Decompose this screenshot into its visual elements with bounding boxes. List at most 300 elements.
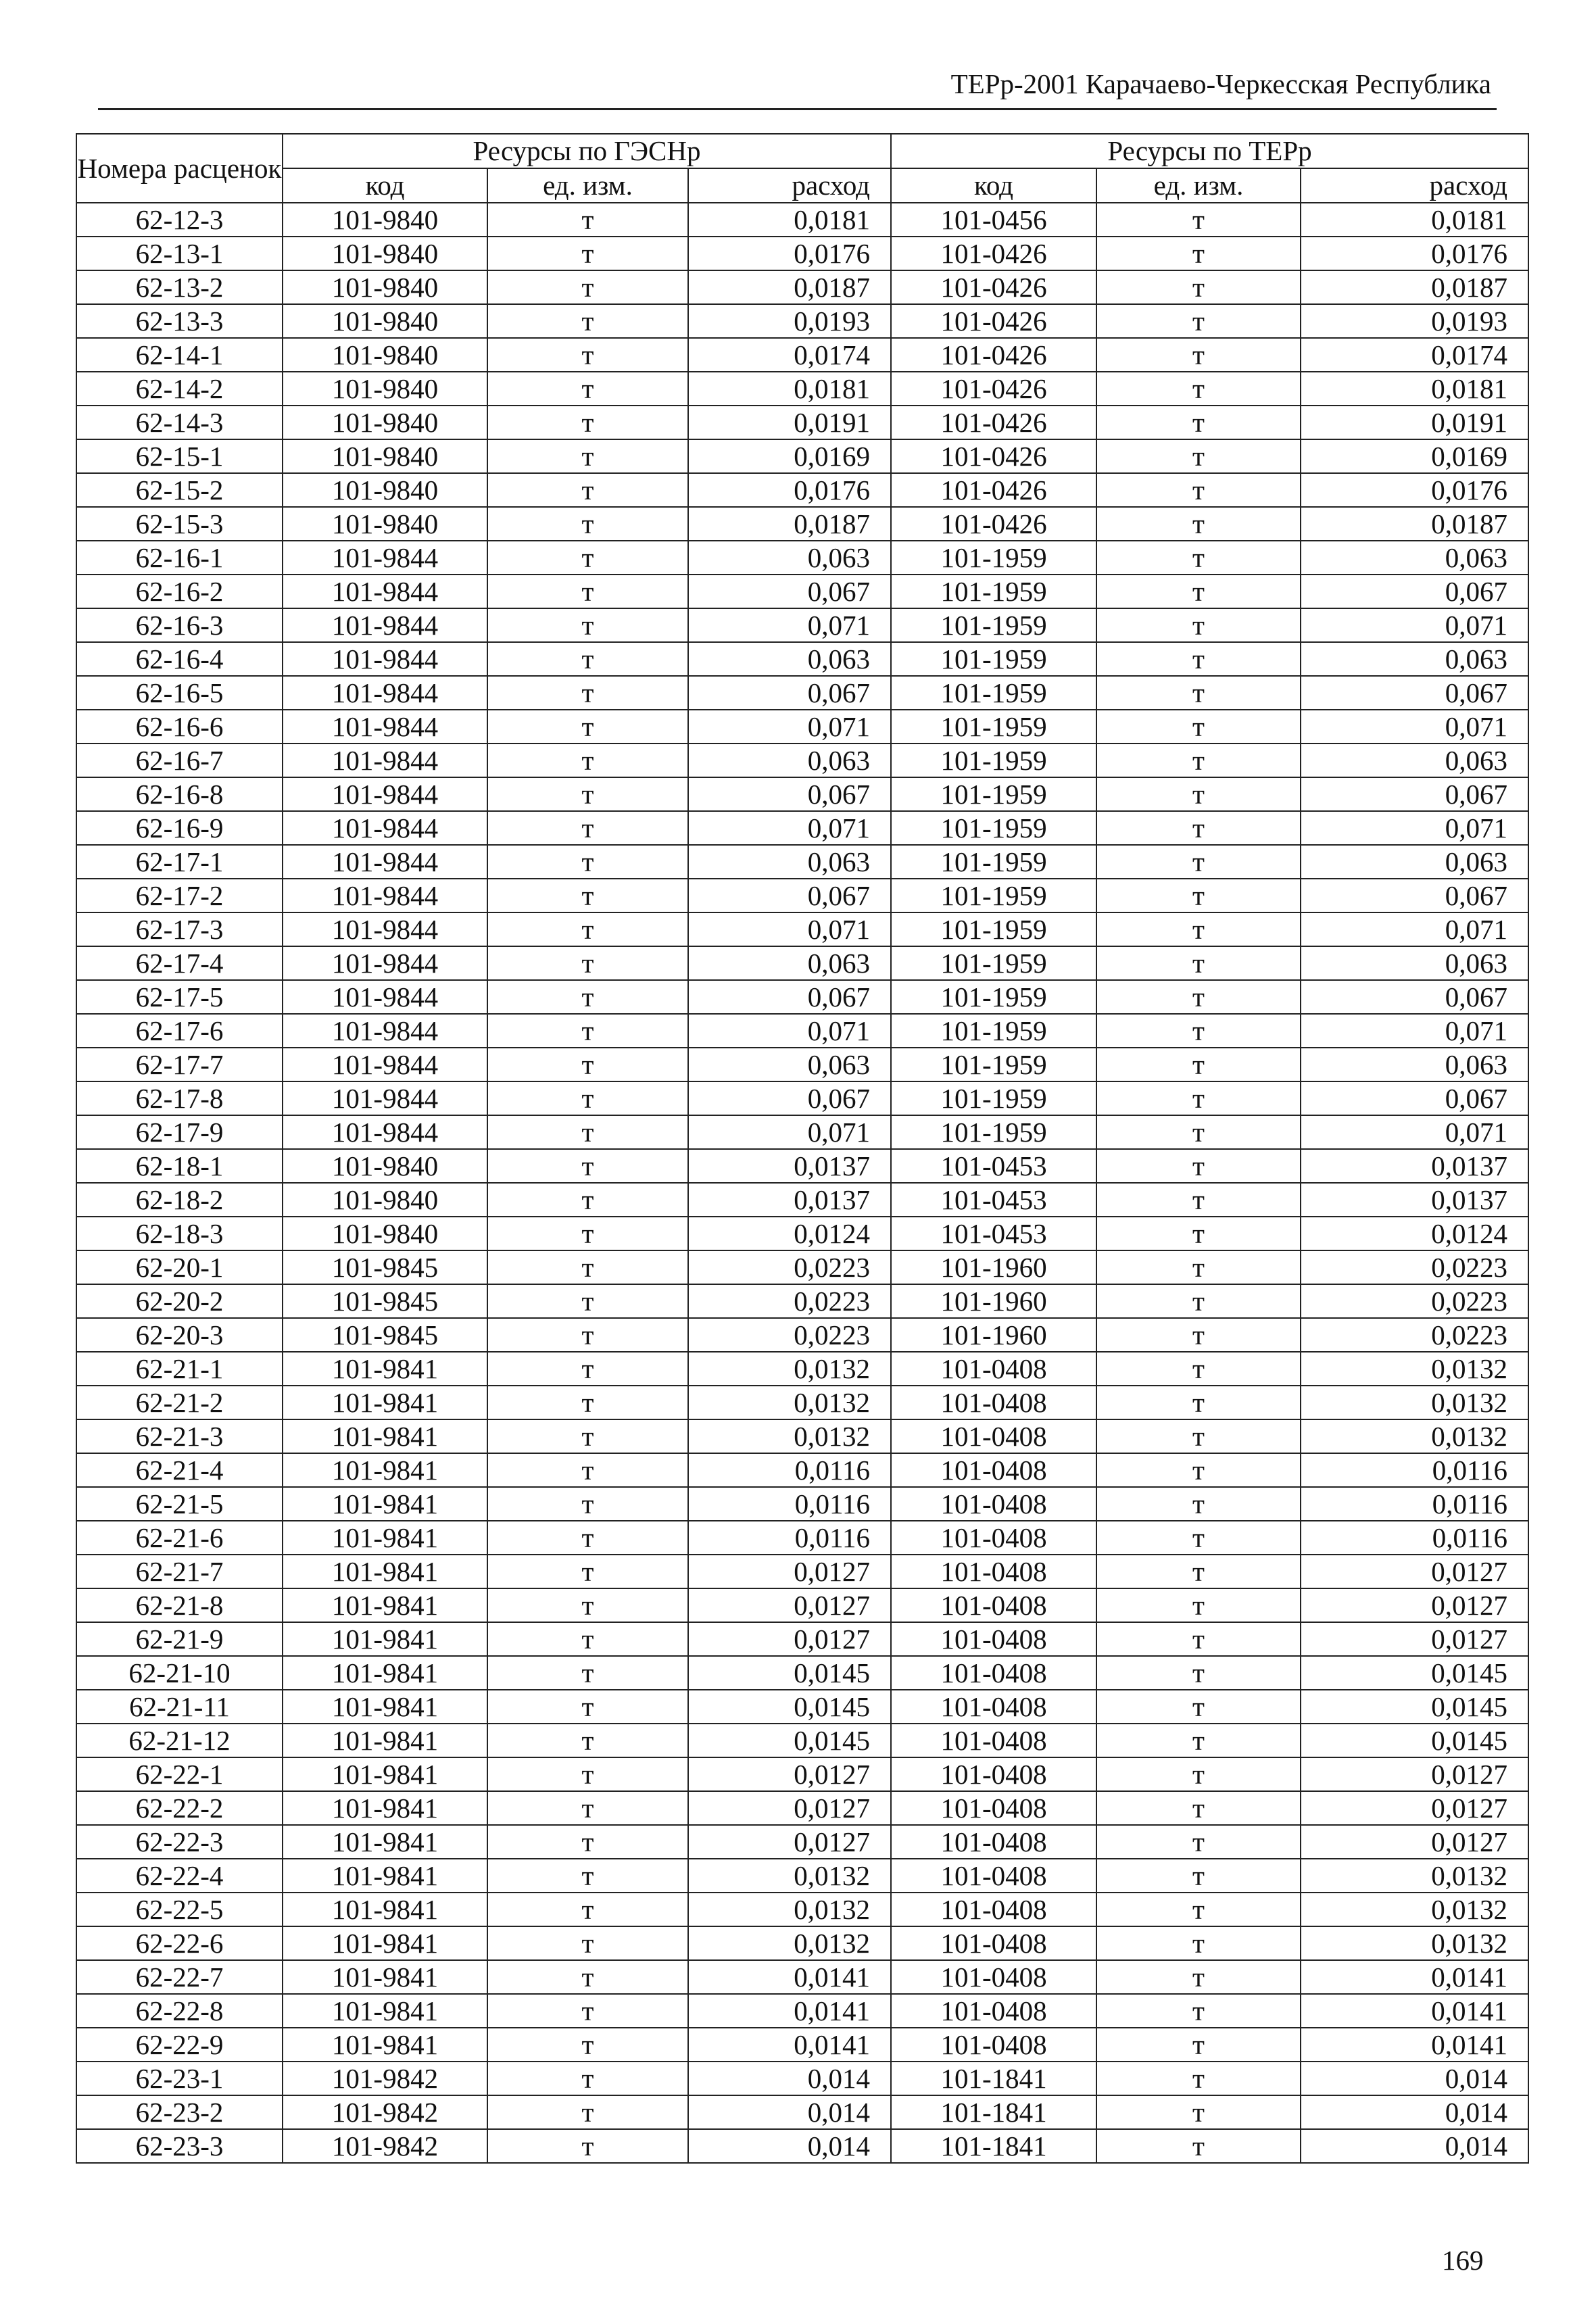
table-row — [76, 1115, 1528, 1149]
rate-number-cell: 62-21-10 — [76, 1656, 283, 1690]
gesn-code-cell: 101-9840 — [283, 406, 487, 439]
gesn-unit-cell: т — [487, 676, 688, 710]
gesn-consumption-cell: 0,0176 — [688, 473, 891, 507]
ter-unit-cell: т — [1096, 1690, 1301, 1724]
rate-number-cell: 62-16-9 — [76, 811, 283, 845]
ter-code-cell: 101-0408 — [891, 1453, 1096, 1487]
ter-unit-cell: т — [1096, 338, 1301, 372]
ter-consumption-cell: 0,0132 — [1301, 1419, 1528, 1453]
gesn-consumption-cell: 0,0223 — [688, 1284, 891, 1318]
gesn-consumption-cell: 0,0132 — [688, 1859, 891, 1893]
ter-code-cell: 101-0456 — [891, 203, 1096, 237]
table-row — [76, 1656, 1528, 1690]
ter-unit-cell: т — [1096, 1555, 1301, 1588]
rate-number-cell: 62-23-3 — [76, 2129, 283, 2163]
ter-code-cell: 101-0453 — [891, 1183, 1096, 1217]
ter-unit-cell: т — [1096, 676, 1301, 710]
ter-consumption-cell: 0,014 — [1301, 2129, 1528, 2163]
gesn-consumption-cell: 0,0132 — [688, 1352, 891, 1386]
ter-code-cell: 101-1959 — [891, 879, 1096, 912]
rate-number-cell: 62-21-6 — [76, 1521, 283, 1555]
gesn-unit-cell: т — [487, 777, 688, 811]
gesn-code-cell: 101-9841 — [283, 1724, 487, 1757]
table-body — [76, 203, 1528, 2163]
ter-code-cell: 101-1959 — [891, 912, 1096, 946]
rate-number-cell: 62-15-2 — [76, 473, 283, 507]
gesn-code-cell: 101-9841 — [283, 1352, 487, 1386]
ter-consumption-cell: 0,0223 — [1301, 1284, 1528, 1318]
ter-unit-cell: т — [1096, 1081, 1301, 1115]
table-row — [76, 1926, 1528, 1960]
ter-consumption-cell: 0,0132 — [1301, 1893, 1528, 1926]
rate-number-cell: 62-16-4 — [76, 642, 283, 676]
table-row — [76, 811, 1528, 845]
gesn-code-cell: 101-9840 — [283, 1183, 487, 1217]
ter-unit-cell: т — [1096, 879, 1301, 912]
gesn-consumption-cell: 0,0141 — [688, 2028, 891, 2062]
table-row — [76, 1960, 1528, 1994]
gesn-code-cell: 101-9844 — [283, 912, 487, 946]
gesn-consumption-cell: 0,0141 — [688, 1994, 891, 2028]
gesn-consumption-cell: 0,0132 — [688, 1386, 891, 1419]
gesn-unit-cell: т — [487, 1690, 688, 1724]
gesn-unit-cell: т — [487, 270, 688, 304]
gesn-unit-cell: т — [487, 946, 688, 980]
table-row — [76, 1419, 1528, 1453]
table-row — [76, 1859, 1528, 1893]
gesn-unit-cell: т — [487, 1081, 688, 1115]
gesn-consumption-cell: 0,063 — [688, 1048, 891, 1081]
ter-unit-cell: т — [1096, 642, 1301, 676]
ter-unit-cell: т — [1096, 1250, 1301, 1284]
rate-number-cell: 62-14-1 — [76, 338, 283, 372]
gesn-consumption-cell: 0,0191 — [688, 406, 891, 439]
table-row — [76, 1284, 1528, 1318]
gesn-unit-cell: т — [487, 1318, 688, 1352]
gesn-consumption-cell: 0,067 — [688, 879, 891, 912]
rate-number-cell: 62-14-2 — [76, 372, 283, 406]
ter-code-cell: 101-0408 — [891, 1994, 1096, 2028]
ter-unit-cell: т — [1096, 473, 1301, 507]
ter-unit-cell: т — [1096, 372, 1301, 406]
rate-number-cell: 62-13-3 — [76, 304, 283, 338]
rate-number-cell: 62-20-3 — [76, 1318, 283, 1352]
gesn-consumption-cell: 0,0124 — [688, 1217, 891, 1250]
gesn-code-cell: 101-9841 — [283, 1386, 487, 1419]
gesn-consumption-cell: 0,0145 — [688, 1724, 891, 1757]
header-gesn-unit: ед. изм. — [487, 168, 688, 203]
rate-number-cell: 62-22-1 — [76, 1757, 283, 1791]
table-row — [76, 845, 1528, 879]
header-gesn-resources: Ресурсы по ГЭСНр — [283, 134, 891, 168]
ter-code-cell: 101-1959 — [891, 676, 1096, 710]
gesn-consumption-cell: 0,0116 — [688, 1453, 891, 1487]
table-row — [76, 1183, 1528, 1217]
ter-code-cell: 101-1841 — [891, 2129, 1096, 2163]
gesn-code-cell: 101-9844 — [283, 608, 487, 642]
ter-unit-cell: т — [1096, 1521, 1301, 1555]
gesn-consumption-cell: 0,0193 — [688, 304, 891, 338]
ter-code-cell: 101-0408 — [891, 1791, 1096, 1825]
gesn-consumption-cell: 0,071 — [688, 811, 891, 845]
ter-consumption-cell: 0,0127 — [1301, 1791, 1528, 1825]
ter-consumption-cell: 0,0137 — [1301, 1149, 1528, 1183]
ter-consumption-cell: 0,0116 — [1301, 1521, 1528, 1555]
ter-unit-cell: т — [1096, 507, 1301, 541]
ter-consumption-cell: 0,067 — [1301, 676, 1528, 710]
ter-code-cell: 101-1959 — [891, 744, 1096, 777]
rate-number-cell: 62-17-5 — [76, 980, 283, 1014]
page-number: 169 — [1442, 2245, 1484, 2276]
gesn-consumption-cell: 0,0141 — [688, 1960, 891, 1994]
ter-unit-cell: т — [1096, 203, 1301, 237]
ter-consumption-cell: 0,0176 — [1301, 473, 1528, 507]
gesn-code-cell: 101-9844 — [283, 1014, 487, 1048]
gesn-unit-cell: т — [487, 1115, 688, 1149]
gesn-unit-cell: т — [487, 541, 688, 575]
ter-code-cell: 101-0408 — [891, 1724, 1096, 1757]
gesn-code-cell: 101-9841 — [283, 1622, 487, 1656]
gesn-unit-cell: т — [487, 1386, 688, 1419]
gesn-unit-cell: т — [487, 372, 688, 406]
table-row — [76, 710, 1528, 744]
ter-consumption-cell: 0,0127 — [1301, 1825, 1528, 1859]
ter-code-cell: 101-0408 — [891, 1690, 1096, 1724]
ter-code-cell: 101-1959 — [891, 642, 1096, 676]
ter-code-cell: 101-0408 — [891, 1352, 1096, 1386]
ter-consumption-cell: 0,0169 — [1301, 439, 1528, 473]
table-row — [76, 541, 1528, 575]
gesn-consumption-cell: 0,063 — [688, 845, 891, 879]
gesn-unit-cell: т — [487, 1588, 688, 1622]
page-header-title: ТЕРр-2001 Карачаево-Черкесская Республика — [950, 68, 1491, 99]
rate-number-cell: 62-21-12 — [76, 1724, 283, 1757]
rate-number-cell: 62-18-1 — [76, 1149, 283, 1183]
ter-consumption-cell: 0,0176 — [1301, 237, 1528, 270]
gesn-unit-cell: т — [487, 1622, 688, 1656]
ter-consumption-cell: 0,071 — [1301, 608, 1528, 642]
gesn-code-cell: 101-9842 — [283, 2062, 487, 2095]
ter-code-cell: 101-1960 — [891, 1284, 1096, 1318]
table-row — [76, 1217, 1528, 1250]
ter-consumption-cell: 0,063 — [1301, 845, 1528, 879]
table-row — [76, 507, 1528, 541]
gesn-code-cell: 101-9845 — [283, 1318, 487, 1352]
ter-consumption-cell: 0,0141 — [1301, 2028, 1528, 2062]
rate-number-cell: 62-16-2 — [76, 575, 283, 608]
table-row — [76, 270, 1528, 304]
table-row — [76, 1994, 1528, 2028]
ter-code-cell: 101-0408 — [891, 1588, 1096, 1622]
ter-unit-cell: т — [1096, 1014, 1301, 1048]
table-row — [76, 1724, 1528, 1757]
resources-table — [76, 133, 1529, 2164]
table-row — [76, 1081, 1528, 1115]
ter-unit-cell: т — [1096, 1352, 1301, 1386]
gesn-consumption-cell: 0,067 — [688, 980, 891, 1014]
ter-unit-cell: т — [1096, 1994, 1301, 2028]
ter-unit-cell: т — [1096, 744, 1301, 777]
ter-consumption-cell: 0,067 — [1301, 1081, 1528, 1115]
ter-unit-cell: т — [1096, 1622, 1301, 1656]
gesn-consumption-cell: 0,0132 — [688, 1419, 891, 1453]
gesn-code-cell: 101-9845 — [283, 1250, 487, 1284]
ter-code-cell: 101-1960 — [891, 1318, 1096, 1352]
gesn-code-cell: 101-9841 — [283, 1690, 487, 1724]
table-row — [76, 777, 1528, 811]
ter-consumption-cell: 0,071 — [1301, 912, 1528, 946]
header-ter-code: код — [891, 168, 1096, 203]
gesn-code-cell: 101-9842 — [283, 2129, 487, 2163]
ter-code-cell: 101-0453 — [891, 1217, 1096, 1250]
ter-unit-cell: т — [1096, 608, 1301, 642]
gesn-code-cell: 101-9840 — [283, 439, 487, 473]
ter-code-cell: 101-1959 — [891, 608, 1096, 642]
ter-unit-cell: т — [1096, 845, 1301, 879]
gesn-code-cell: 101-9844 — [283, 676, 487, 710]
table-row — [76, 1352, 1528, 1386]
ter-code-cell: 101-1959 — [891, 541, 1096, 575]
table-row — [76, 1690, 1528, 1724]
gesn-consumption-cell: 0,0116 — [688, 1521, 891, 1555]
rate-number-cell: 62-14-3 — [76, 406, 283, 439]
gesn-unit-cell: т — [487, 1724, 688, 1757]
gesn-code-cell: 101-9841 — [283, 1926, 487, 1960]
gesn-code-cell: 101-9840 — [283, 507, 487, 541]
gesn-code-cell: 101-9845 — [283, 1284, 487, 1318]
gesn-unit-cell: т — [487, 1521, 688, 1555]
gesn-consumption-cell: 0,0223 — [688, 1318, 891, 1352]
gesn-code-cell: 101-9844 — [283, 575, 487, 608]
ter-code-cell: 101-0408 — [891, 1386, 1096, 1419]
rate-number-cell: 62-16-3 — [76, 608, 283, 642]
table-row — [76, 642, 1528, 676]
gesn-code-cell: 101-9841 — [283, 1757, 487, 1791]
rate-number-cell: 62-22-7 — [76, 1960, 283, 1994]
gesn-consumption-cell: 0,0176 — [688, 237, 891, 270]
rate-number-cell: 62-22-3 — [76, 1825, 283, 1859]
ter-unit-cell: т — [1096, 946, 1301, 980]
gesn-code-cell: 101-9841 — [283, 2028, 487, 2062]
rate-number-cell: 62-17-3 — [76, 912, 283, 946]
table-row — [76, 1014, 1528, 1048]
ter-code-cell: 101-0408 — [891, 1926, 1096, 1960]
gesn-consumption-cell: 0,067 — [688, 575, 891, 608]
gesn-consumption-cell: 0,0181 — [688, 203, 891, 237]
table-row — [76, 1250, 1528, 1284]
table-row — [76, 1048, 1528, 1081]
ter-code-cell: 101-0426 — [891, 237, 1096, 270]
ter-unit-cell: т — [1096, 1859, 1301, 1893]
gesn-code-cell: 101-9841 — [283, 1588, 487, 1622]
gesn-unit-cell: т — [487, 2095, 688, 2129]
gesn-consumption-cell: 0,063 — [688, 541, 891, 575]
gesn-consumption-cell: 0,014 — [688, 2062, 891, 2095]
ter-consumption-cell: 0,0124 — [1301, 1217, 1528, 1250]
gesn-code-cell: 101-9841 — [283, 1960, 487, 1994]
header-gesn-code: код — [283, 168, 487, 203]
ter-consumption-cell: 0,0132 — [1301, 1352, 1528, 1386]
ter-unit-cell: т — [1096, 1487, 1301, 1521]
ter-consumption-cell: 0,067 — [1301, 879, 1528, 912]
gesn-consumption-cell: 0,071 — [688, 1014, 891, 1048]
gesn-consumption-cell: 0,0137 — [688, 1183, 891, 1217]
ter-unit-cell: т — [1096, 2095, 1301, 2129]
gesn-consumption-cell: 0,0187 — [688, 507, 891, 541]
rate-number-cell: 62-20-2 — [76, 1284, 283, 1318]
gesn-unit-cell: т — [487, 1048, 688, 1081]
ter-consumption-cell: 0,063 — [1301, 1048, 1528, 1081]
table-row — [76, 1386, 1528, 1419]
rate-number-cell: 62-22-9 — [76, 2028, 283, 2062]
ter-code-cell: 101-1841 — [891, 2062, 1096, 2095]
ter-code-cell: 101-0408 — [891, 1419, 1096, 1453]
ter-code-cell: 101-0426 — [891, 406, 1096, 439]
rate-number-cell: 62-16-6 — [76, 710, 283, 744]
table-row — [76, 1555, 1528, 1588]
ter-unit-cell: т — [1096, 1656, 1301, 1690]
table-row — [76, 304, 1528, 338]
ter-consumption-cell: 0,0116 — [1301, 1453, 1528, 1487]
ter-consumption-cell: 0,0191 — [1301, 406, 1528, 439]
gesn-consumption-cell: 0,067 — [688, 1081, 891, 1115]
table-header — [76, 134, 1528, 203]
ter-unit-cell: т — [1096, 237, 1301, 270]
rate-number-cell: 62-17-2 — [76, 879, 283, 912]
gesn-code-cell: 101-9840 — [283, 1217, 487, 1250]
gesn-consumption-cell: 0,067 — [688, 676, 891, 710]
ter-code-cell: 101-0408 — [891, 2028, 1096, 2062]
rate-number-cell: 62-18-3 — [76, 1217, 283, 1250]
ter-code-cell: 101-1959 — [891, 946, 1096, 980]
ter-unit-cell: т — [1096, 2062, 1301, 2095]
ter-code-cell: 101-0426 — [891, 338, 1096, 372]
ter-consumption-cell: 0,0141 — [1301, 1994, 1528, 2028]
table-row — [76, 608, 1528, 642]
gesn-unit-cell: т — [487, 912, 688, 946]
gesn-unit-cell: т — [487, 1014, 688, 1048]
gesn-unit-cell: т — [487, 1656, 688, 1690]
rate-number-cell: 62-16-1 — [76, 541, 283, 575]
ter-consumption-cell: 0,0132 — [1301, 1386, 1528, 1419]
rate-number-cell: 62-17-6 — [76, 1014, 283, 1048]
table-row — [76, 203, 1528, 237]
gesn-unit-cell: т — [487, 2028, 688, 2062]
gesn-code-cell: 101-9840 — [283, 304, 487, 338]
table-row — [76, 980, 1528, 1014]
header-divider — [98, 108, 1497, 110]
ter-unit-cell: т — [1096, 1183, 1301, 1217]
gesn-code-cell: 101-9842 — [283, 2095, 487, 2129]
ter-consumption-cell: 0,014 — [1301, 2062, 1528, 2095]
rate-number-cell: 62-13-1 — [76, 237, 283, 270]
ter-code-cell: 101-0453 — [891, 1149, 1096, 1183]
ter-code-cell: 101-0408 — [891, 1893, 1096, 1926]
rate-number-cell: 62-22-6 — [76, 1926, 283, 1960]
ter-code-cell: 101-1959 — [891, 845, 1096, 879]
ter-unit-cell: т — [1096, 1588, 1301, 1622]
gesn-consumption-cell: 0,0132 — [688, 1893, 891, 1926]
ter-unit-cell: т — [1096, 811, 1301, 845]
ter-code-cell: 101-0426 — [891, 473, 1096, 507]
ter-code-cell: 101-1959 — [891, 1081, 1096, 1115]
table-row — [76, 2062, 1528, 2095]
gesn-code-cell: 101-9841 — [283, 1825, 487, 1859]
table-row — [76, 2095, 1528, 2129]
table-row — [76, 1487, 1528, 1521]
rate-number-cell: 62-15-3 — [76, 507, 283, 541]
rate-number-cell: 62-22-5 — [76, 1893, 283, 1926]
ter-code-cell: 101-0408 — [891, 1555, 1096, 1588]
ter-consumption-cell: 0,063 — [1301, 642, 1528, 676]
rate-number-cell: 62-23-2 — [76, 2095, 283, 2129]
gesn-code-cell: 101-9841 — [283, 1487, 487, 1521]
ter-unit-cell: т — [1096, 1825, 1301, 1859]
table-row — [76, 1521, 1528, 1555]
table-row — [76, 237, 1528, 270]
rate-number-cell: 62-20-1 — [76, 1250, 283, 1284]
ter-consumption-cell: 0,0132 — [1301, 1926, 1528, 1960]
gesn-consumption-cell: 0,0127 — [688, 1588, 891, 1622]
ter-code-cell: 101-1959 — [891, 710, 1096, 744]
ter-code-cell: 101-1959 — [891, 777, 1096, 811]
gesn-consumption-cell: 0,063 — [688, 946, 891, 980]
ter-unit-cell: т — [1096, 1284, 1301, 1318]
rate-number-cell: 62-21-11 — [76, 1690, 283, 1724]
gesn-consumption-cell: 0,067 — [688, 777, 891, 811]
gesn-unit-cell: т — [487, 1893, 688, 1926]
gesn-unit-cell: т — [487, 1352, 688, 1386]
table-row — [76, 406, 1528, 439]
ter-consumption-cell: 0,0187 — [1301, 507, 1528, 541]
gesn-code-cell: 101-9844 — [283, 1115, 487, 1149]
gesn-consumption-cell: 0,0127 — [688, 1622, 891, 1656]
ter-code-cell: 101-0426 — [891, 439, 1096, 473]
ter-unit-cell: т — [1096, 439, 1301, 473]
ter-consumption-cell: 0,071 — [1301, 1115, 1528, 1149]
gesn-code-cell: 101-9844 — [283, 946, 487, 980]
ter-unit-cell: т — [1096, 1149, 1301, 1183]
ter-consumption-cell: 0,0145 — [1301, 1724, 1528, 1757]
ter-consumption-cell: 0,063 — [1301, 946, 1528, 980]
ter-consumption-cell: 0,063 — [1301, 541, 1528, 575]
ter-code-cell: 101-1959 — [891, 1115, 1096, 1149]
rate-number-cell: 62-16-7 — [76, 744, 283, 777]
gesn-unit-cell: т — [487, 1994, 688, 2028]
gesn-code-cell: 101-9844 — [283, 1081, 487, 1115]
ter-code-cell: 101-0426 — [891, 304, 1096, 338]
table-row — [76, 1757, 1528, 1791]
ter-consumption-cell: 0,0181 — [1301, 203, 1528, 237]
table-row — [76, 2028, 1528, 2062]
gesn-code-cell: 101-9840 — [283, 203, 487, 237]
rate-number-cell: 62-22-4 — [76, 1859, 283, 1893]
rate-number-cell: 62-21-1 — [76, 1352, 283, 1386]
gesn-code-cell: 101-9841 — [283, 1555, 487, 1588]
gesn-code-cell: 101-9844 — [283, 777, 487, 811]
ter-consumption-cell: 0,071 — [1301, 811, 1528, 845]
ter-consumption-cell: 0,067 — [1301, 777, 1528, 811]
gesn-code-cell: 101-9841 — [283, 1656, 487, 1690]
rate-number-cell: 62-17-7 — [76, 1048, 283, 1081]
rate-number-cell: 62-22-8 — [76, 1994, 283, 2028]
gesn-consumption-cell: 0,063 — [688, 642, 891, 676]
ter-unit-cell: т — [1096, 912, 1301, 946]
gesn-code-cell: 101-9844 — [283, 845, 487, 879]
ter-code-cell: 101-1960 — [891, 1250, 1096, 1284]
gesn-consumption-cell: 0,0223 — [688, 1250, 891, 1284]
gesn-unit-cell: т — [487, 879, 688, 912]
